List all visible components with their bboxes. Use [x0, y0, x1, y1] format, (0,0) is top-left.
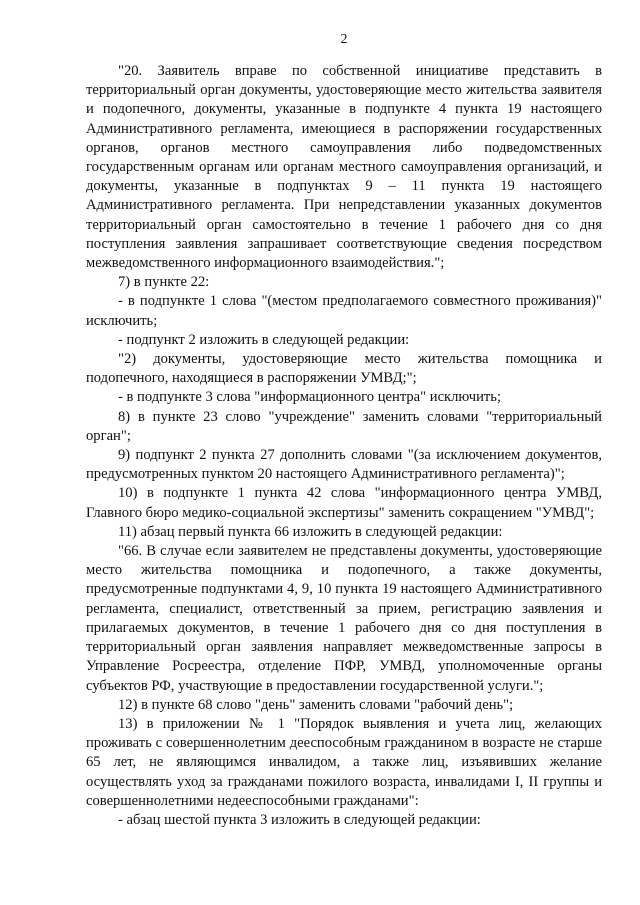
paragraph-item-9: 9) подпункт 2 пункта 27 дополнить словами "(за исключением документов, предусмотренных пунктом 20 настоящего Административного регламента)"; — [86, 447, 602, 483]
paragraph-item-7-sub-3: - в подпункте 3 слова "информационного центра" исключить; — [118, 389, 501, 406]
paragraph-66: "66. В случае если заявителем не представлены документы, удостоверяющие место жительства помощника и подопечного, а также документы, предусмотренные подпунктами 4, 9, 10 пункта 19 настоящего Административного регламента, специалист, ответственный за прием, регистрацию заявления и прилагаемых документов, в течение 1 рабочего дня со дня поступления в территориальный орган заявления направляет межведомственные запросы в Управление Росреестра, отделение ПФР, УМВД, уполномоченные органы субъектов РФ, участвующие в предоставлении государственной услуги."; — [86, 543, 602, 694]
paragraph-item-7-sub-1: - в подпункте 1 слова "(местом предполагаемого совместного проживания)" исключить; — [86, 293, 602, 329]
paragraph-item-12: 12) в пункте 68 слово "день" заменить словами "рабочий день"; — [118, 696, 514, 713]
paragraph-item-10: 10) в подпункте 1 пункта 42 слова "информационного центра УМВД, Главного бюро медико-социальной экспертизы" заменить сокращением "УМВД"; — [86, 485, 602, 521]
document-body — [86, 62, 602, 830]
paragraph-item-13: 13) в приложении № 1 "Порядок выявления и учета лиц, желающих проживать с совершеннолетним дееспособным гражданином в возрасте не старше 65 лет, не являющимся инвалидом, а также лиц, изъявивших желание осуществлять уход за гражданами пожилого возраста, инвалидами I, II группы и совершеннолетними недееспособными гражданами": — [86, 715, 602, 809]
paragraph-item-7-sub-2: - подпункт 2 изложить в следующей редакции: — [118, 331, 410, 348]
paragraph-20: "20. Заявитель вправе по собственной инициативе представить в территориальный орган документы, удостоверяющие место жительства заявителя и подопечного, документы, указанные в подпункте 4 пункта 19 настоящего Административного регламента, имеющиеся в распоряжении государственных органов, органов местного самоуправления либо подведомственных государственным органам или органам местного самоуправления организаций, и документы, указанные в подпунктах 9 – 11 пункта 19 настоящего Административного регламента. При непредставлении указанных документов территориальный орган самостоятельно в течение 1 рабочего дня со дня поступления заявления запрашивает соответствующие сведения посредством межведомственного информационного взаимодействия."; — [86, 63, 602, 272]
paragraph-item-7-sub-2-text: "2) документы, удостоверяющие место жительства помощника и подопечного, находящиеся в распоряжении УМВД;"; — [86, 351, 602, 387]
page-number: 2 — [340, 32, 348, 47]
paragraph-item-8: 8) в пункте 23 слово "учреждение" заменить словами "территориальный орган"; — [86, 408, 602, 444]
paragraph-item-13-sub: - абзац шестой пункта 3 изложить в следующей редакции: — [118, 811, 481, 828]
paragraph-item-11: 11) абзац первый пункта 66 изложить в следующей редакции: — [118, 523, 503, 540]
paragraph-item-7: 7) в пункте 22: — [118, 274, 210, 291]
